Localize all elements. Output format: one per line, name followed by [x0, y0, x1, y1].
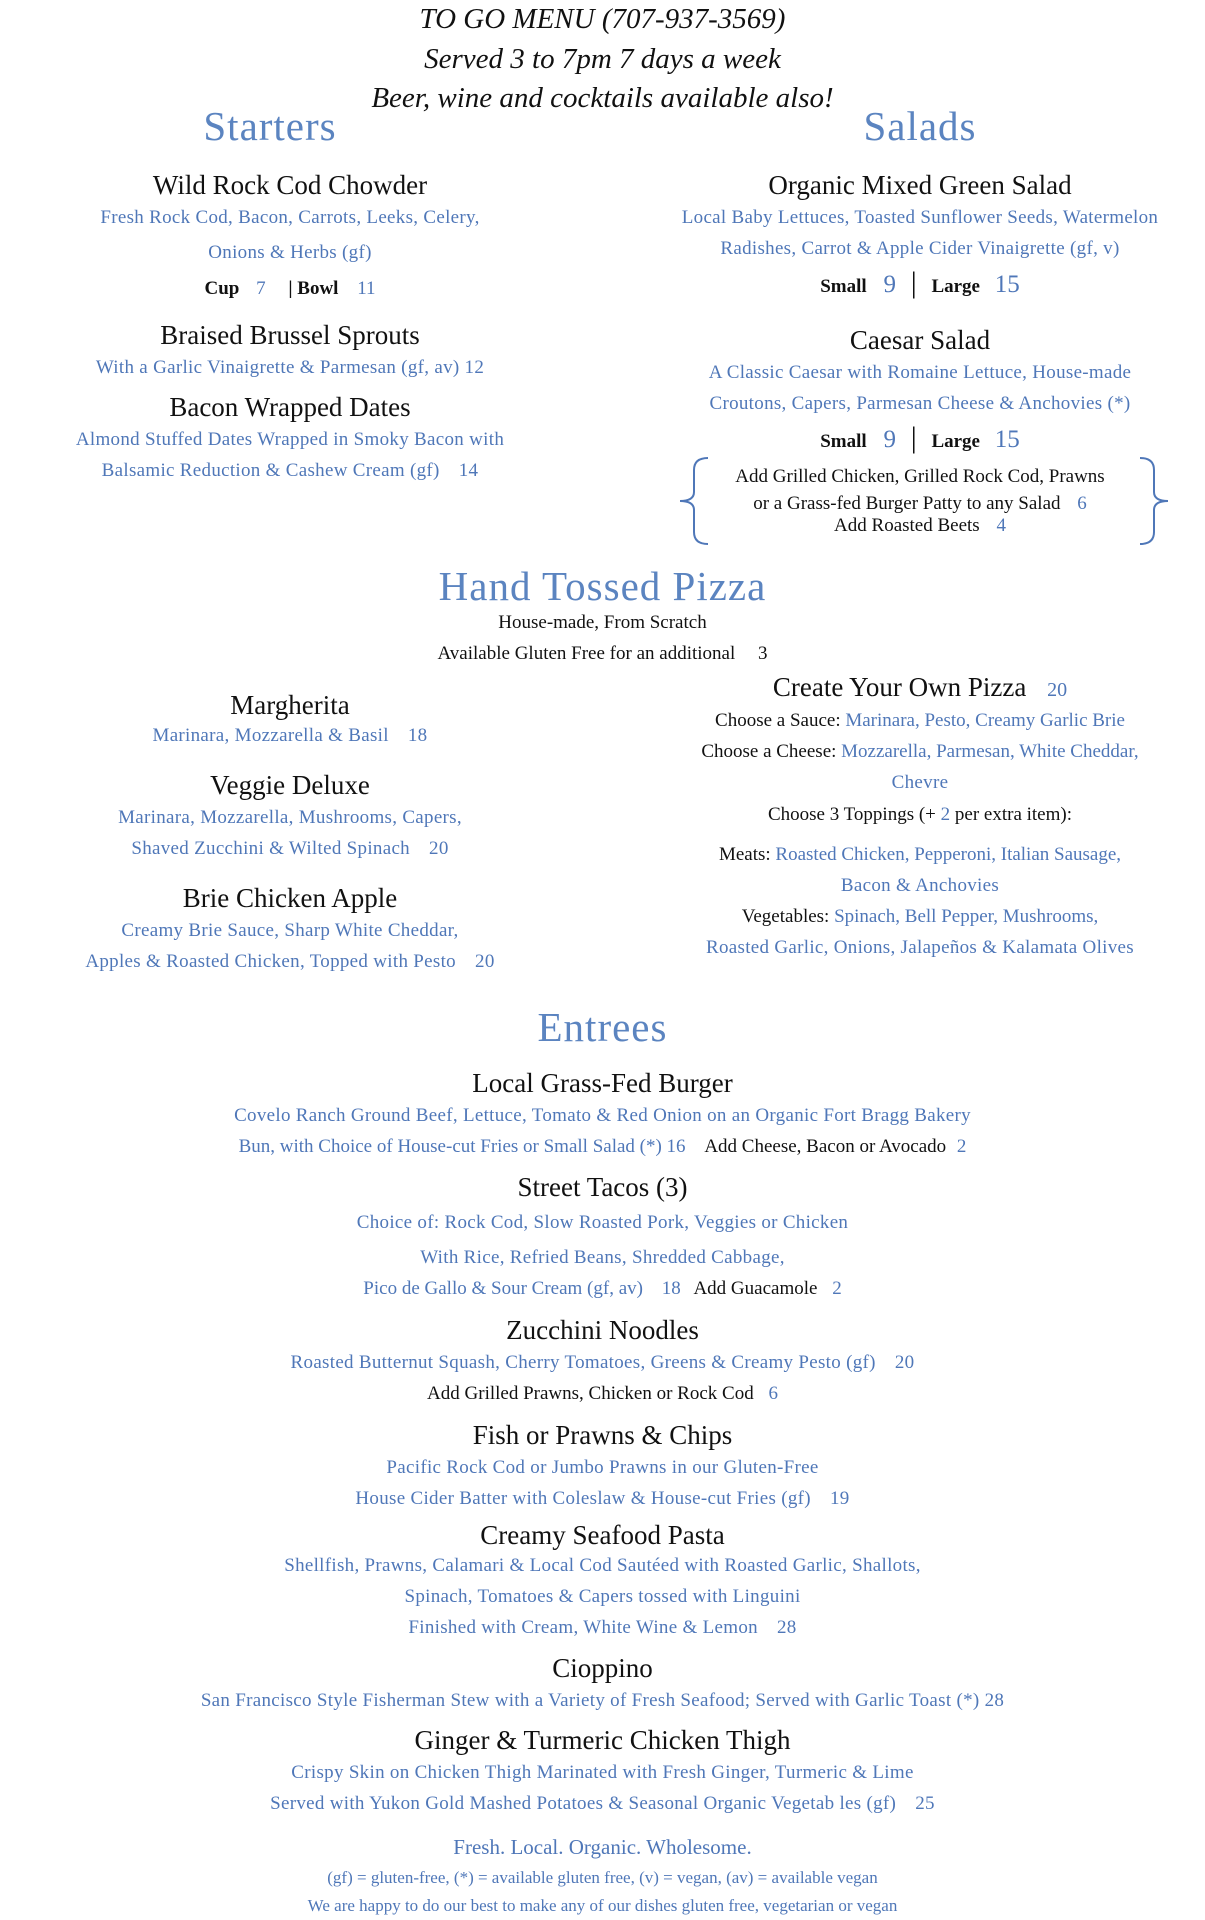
cyo-name-text: Create Your Own Pizza	[772, 672, 1027, 702]
cyo-cheese	[630, 741, 1205, 763]
fish-desc-2	[0, 1488, 1205, 1510]
cyo-sauce-label: Choose a Sauce:	[715, 710, 841, 731]
zucchini-addon-text: Add Grilled Prawns, Chicken or Rock Cod	[427, 1383, 754, 1404]
cyo-toppings	[630, 804, 1205, 826]
caesar-sizes	[630, 421, 1205, 455]
starters-title: Starters	[203, 103, 337, 149]
tacos-desc-3	[0, 1278, 1205, 1300]
salad-addon-line-3-price: 4	[996, 515, 1006, 536]
chowder-desc-1: Fresh Rock Cod, Bacon, Carrots, Leeks, Celery,	[100, 207, 480, 228]
tacos-desc-1: Choice of: Rock Cod, Slow Roasted Pork, Veggies or Chicken	[356, 1212, 849, 1233]
brie-desc-2	[20, 951, 560, 973]
burger-name: Local Grass-Fed Burger	[472, 1068, 733, 1098]
mixed-small-price: 9	[883, 271, 896, 298]
pasta-desc-3-text: Finished with Cream, White Wine & Lemon	[408, 1617, 758, 1638]
footer-note: We are happy to do our best to make any of our dishes gluten free, vegetarian or vegan	[307, 1896, 898, 1915]
pasta-desc-3	[0, 1617, 1205, 1639]
footer-legend: (gf) = gluten-free, (*) = available gluten free, (v) = vegan, (av) = available vegan	[327, 1868, 878, 1887]
thigh-price: 25	[915, 1793, 935, 1814]
caesar-desc-2: Croutons, Capers, Parmesan Cheese & Anchovies (*)	[709, 393, 1131, 414]
burger-addon: Add Cheese, Bacon or Avocado	[704, 1136, 947, 1157]
zucchini-name: Zucchini Noodles	[506, 1315, 699, 1345]
dates-desc-2	[20, 460, 560, 482]
fish-price: 19	[829, 1488, 850, 1509]
tacos-addon: Add Guacamole	[693, 1278, 818, 1299]
thigh-desc-2-text: Served with Yukon Gold Mashed Potatoes & Seasonal Organic Vegetab les (gf)	[270, 1793, 897, 1814]
cyo-meats-options-2: Bacon & Anchovies	[840, 875, 1000, 896]
menu-header-hours: Served 3 to 7pm 7 days a week	[424, 43, 781, 75]
pasta-price: 28	[777, 1617, 797, 1638]
margherita-desc-text: Marinara, Mozzarella & Basil	[152, 725, 389, 746]
margherita-desc	[20, 725, 560, 747]
chowder-name: Wild Rock Cod Chowder	[152, 170, 428, 200]
mixed-large-price: 15	[994, 271, 1020, 298]
fish-name: Fish or Prawns & Chips	[472, 1420, 733, 1450]
chowder-sizes	[20, 278, 560, 300]
cyo-name	[630, 672, 1205, 703]
bowl-price: 11	[357, 278, 376, 299]
thigh-desc-2	[0, 1793, 1205, 1815]
fish-desc-2-text: House Cider Batter with Coleslaw & House-cut Fries (gf)	[355, 1488, 811, 1509]
addon-right-brace-icon	[1134, 456, 1180, 551]
dates-price: 14	[458, 460, 479, 481]
cup-label: Cup	[204, 278, 240, 299]
zucchini-price: 20	[894, 1352, 915, 1373]
salad-addon-line-2-price: 6	[1077, 493, 1087, 514]
cyo-meats-label: Meats:	[718, 844, 771, 865]
brie-name: Brie Chicken Apple	[182, 883, 398, 913]
cyo-price: 20	[1047, 679, 1068, 701]
mixed-size-divider: |	[910, 266, 917, 299]
veggie-price: 20	[429, 838, 449, 859]
brie-price: 20	[475, 951, 495, 972]
veggie-desc-2-text: Shaved Zucchini & Wilted Spinach	[131, 838, 410, 859]
caesar-name: Caesar Salad	[849, 325, 991, 355]
tacos-price: 18	[661, 1278, 681, 1299]
cyo-cheese-label: Choose a Cheese:	[701, 741, 837, 762]
zucchini-addon-price: 6	[768, 1383, 778, 1404]
cyo-veg-label: Vegetables:	[741, 906, 830, 927]
cyo-cheese-options: Mozzarella, Parmesan, White Cheddar,	[841, 741, 1139, 762]
chowder-desc-2: Onions & Herbs (gf)	[208, 242, 372, 263]
burger-desc-2	[0, 1136, 1205, 1158]
veggie-desc-2	[20, 838, 560, 860]
caesar-desc-1: A Classic Caesar with Romaine Lettuce, House-made	[708, 362, 1132, 383]
salad-addon-line-1: Add Grilled Chicken, Grilled Rock Cod, Prawns	[735, 466, 1105, 487]
cyo-meats-options: Roasted Chicken, Pepperoni, Italian Sausage,	[775, 844, 1122, 865]
entrees-title: Entrees	[537, 1004, 668, 1050]
margherita-name: Margherita	[230, 690, 350, 720]
caesar-large-price: 15	[994, 426, 1020, 453]
mixed-salad-desc-2: Radishes, Carrot & Apple Cider Vinaigrette (gf, v)	[720, 238, 1120, 259]
margherita-price: 18	[407, 725, 428, 746]
thigh-desc-1: Crispy Skin on Chicken Thigh Marinated with Fresh Ginger, Turmeric & Lime	[291, 1762, 914, 1783]
cyo-vegetables	[630, 906, 1205, 928]
caesar-size-divider: |	[910, 421, 917, 454]
zucchini-desc	[0, 1352, 1205, 1374]
mixed-large-label: Large	[931, 276, 980, 297]
mixed-salad-sizes	[630, 266, 1205, 300]
cyo-cheese-options-2: Chevre	[891, 772, 949, 793]
mixed-small-label: Small	[820, 276, 867, 297]
cyo-veg-options-2: Roasted Garlic, Onions, Jalapeños & Kalamata Olives	[706, 937, 1134, 958]
cioppino-name: Cioppino	[552, 1653, 653, 1683]
fish-desc-1: Pacific Rock Cod or Jumbo Prawns in our Gluten-Free	[386, 1457, 819, 1478]
cioppino-desc: San Francisco Style Fisherman Stew with a Variety of Fresh Seafood; Served with Garlic Toast (*) 28	[200, 1690, 1005, 1711]
menu-header-drinks: Beer, wine and cocktails available also!	[371, 82, 834, 114]
cyo-toppings-label: Choose 3 Toppings (+	[767, 804, 936, 825]
veggie-desc-1: Marinara, Mozzarella, Mushrooms, Capers,	[118, 807, 462, 828]
salads-title: Salads	[863, 103, 977, 149]
caesar-small-price: 9	[883, 426, 896, 453]
cyo-veg-options: Spinach, Bell Pepper, Mushrooms,	[834, 906, 1099, 927]
sprouts-desc: With a Garlic Vinaigrette & Parmesan (gf, av) 12	[95, 357, 485, 378]
cup-price: 7	[256, 278, 266, 299]
burger-desc-1: Covelo Ranch Ground Beef, Lettuce, Tomato & Red Onion on an Organic Fort Bragg Bakery	[234, 1105, 971, 1126]
pizza-gf-text: Available Gluten Free for an additional	[437, 643, 736, 664]
tacos-name: Street Tacos (3)	[517, 1172, 688, 1202]
pasta-name: Creamy Seafood Pasta	[480, 1520, 725, 1550]
cyo-sauce-options: Marinara, Pesto, Creamy Garlic Brie	[845, 710, 1125, 731]
pasta-desc-1: Shellfish, Prawns, Calamari & Local Cod Sautéed with Roasted Garlic, Shallots,	[284, 1555, 921, 1576]
burger-desc-2-text: Bun, with Choice of House-cut Fries or Small Salad (*) 16	[238, 1136, 686, 1157]
mixed-salad-name: Organic Mixed Green Salad	[768, 170, 1072, 200]
pizza-subtitle-1: House-made, From Scratch	[498, 612, 707, 633]
brie-desc-1: Creamy Brie Sauce, Sharp White Cheddar,	[121, 920, 459, 941]
sprouts-name: Braised Brussel Sprouts	[160, 320, 420, 350]
cyo-toppings-suffix: per extra item):	[954, 804, 1072, 825]
zucchini-addon	[0, 1383, 1205, 1405]
caesar-small-label: Small	[820, 431, 867, 452]
zucchini-desc-text: Roasted Butternut Squash, Cherry Tomatoes, Greens & Creamy Pesto (gf)	[290, 1352, 876, 1373]
bowl-label: | Bowl	[288, 278, 339, 299]
pizza-title: Hand Tossed Pizza	[438, 563, 767, 609]
tacos-desc-3-text: Pico de Gallo & Sour Cream (gf, av)	[363, 1278, 643, 1299]
cyo-meats	[630, 844, 1205, 866]
salad-addon-line-3	[700, 515, 1140, 537]
brie-desc-2-text: Apples & Roasted Chicken, Topped with Pesto	[85, 951, 456, 972]
burger-addon-price: 2	[956, 1136, 967, 1157]
tacos-desc-2: With Rice, Refried Beans, Shredded Cabbage,	[420, 1247, 785, 1268]
cyo-sauce	[630, 710, 1205, 732]
salad-addon-line-2	[700, 493, 1140, 515]
mixed-salad-desc-1: Local Baby Lettuces, Toasted Sunflower Seeds, Watermelon	[681, 207, 1159, 228]
thigh-name: Ginger & Turmeric Chicken Thigh	[414, 1725, 791, 1755]
menu-header-phone: TO GO MENU (707-937-3569)	[419, 3, 786, 35]
dates-desc-2-text: Balsamic Reduction & Cashew Cream (gf)	[101, 460, 440, 481]
pizza-subtitle-2	[300, 643, 905, 665]
veggie-name: Veggie Deluxe	[210, 770, 370, 800]
cyo-toppings-price: 2	[940, 804, 951, 825]
pasta-desc-2: Spinach, Tomatoes & Capers tossed with Linguini	[404, 1586, 801, 1607]
footer-tagline: Fresh. Local. Organic. Wholesome.	[453, 1835, 752, 1859]
caesar-large-label: Large	[931, 431, 980, 452]
pizza-gf-price: 3	[758, 643, 768, 664]
salad-addon-line-3-text: Add Roasted Beets	[834, 515, 980, 536]
salad-addon-line-2-text: or a Grass-fed Burger Patty to any Salad	[753, 493, 1061, 514]
tacos-addon-price: 2	[832, 1278, 842, 1299]
dates-desc-1: Almond Stuffed Dates Wrapped in Smoky Bacon with	[75, 429, 505, 450]
dates-name: Bacon Wrapped Dates	[169, 392, 411, 422]
